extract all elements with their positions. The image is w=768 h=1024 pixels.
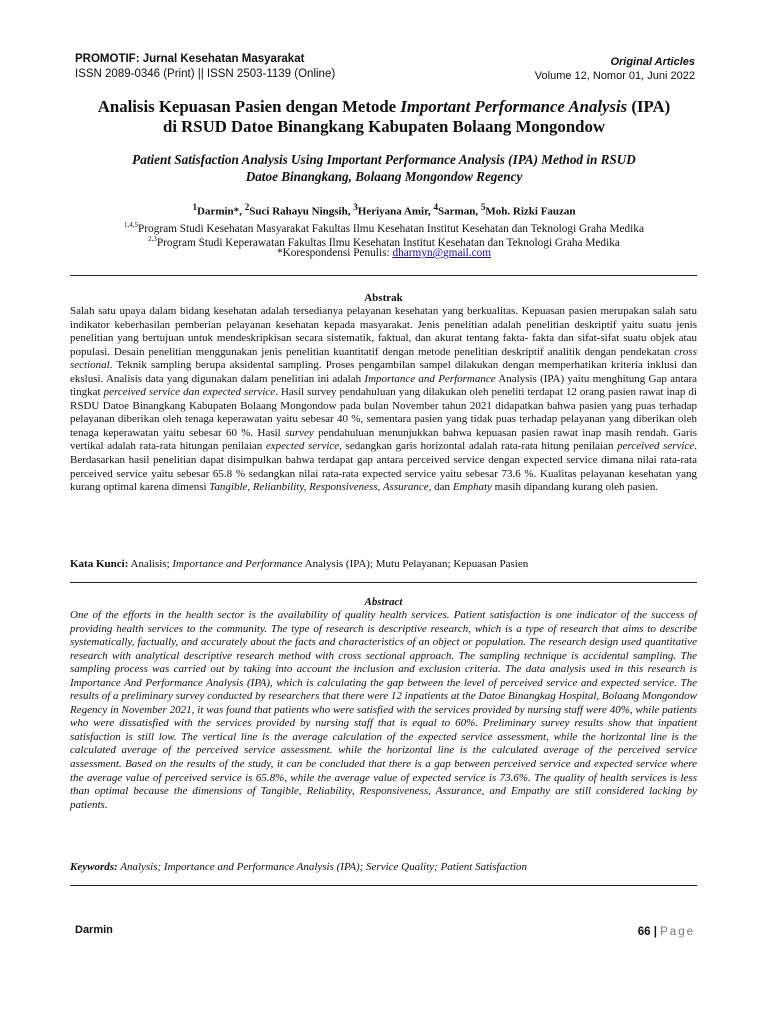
footer-author: Darmin	[75, 924, 113, 936]
divider	[70, 582, 697, 583]
author-list: $^1$Darmin*, $^2$Suci Rahayu Ningsih, $^3$Heriyana Amir, $^4$Sarman, $^5$Moh. Rizki Fauzan	[192, 202, 576, 218]
correspondence: *Korespondensi Penulis: dharmyn@gmail.com	[276, 247, 492, 259]
page-number: 66 | Page	[637, 926, 695, 938]
journal-name: PROMOTIF: Jurnal Kesehatan Masyarakat	[75, 53, 305, 65]
kata-kunci: Kata Kunci: Analisis; Importance and Performance Analysis (IPA); Mutu Pelayanan; Kepuasan Pasien	[70, 558, 529, 570]
author-name: Moh. Rizki Fauzan	[485, 205, 576, 218]
abstrak-body: Salah satu upaya dalam bidang kesehatan adalah tersedianya pelayanan kesehatan yang berkualitas. Kepuasan pasien merupakan salah satu indikator keberhasilan pemberian pelayanan kesehatan kepada masyarakat. Jenis penelitian adalah penelitian deskriptif yaitu suatu jenis penelitian yang bertujuan untuk mendeskripkisan secara sistematik, faktual, dan akurat tentang fakta- fakta dan sifat-sifat suatu objek atau populasi. Desain penelitian menggunakan jenis penelitian kuantitatif dengan metode penelitian deskriptif analitik dengan pendekatan cross sectional. Teknik sampling berupa aksidental sampling. Proses pengambilan sampel dilakukan dengan memperhatikan kriteria inklusi dan ekslusi. Analisis data yang digunakan dalam penelitian ini adalah Importance and Performance Analysis (IPA) yaitu menghitung Gap antara tingkat perceived service dan expected service. Hasil survey pendahuluan yang dilakukan oleh peneliti terdapat 12 orang pasien rawat inap di RSDU Datoe Binangkang Kabupaten Bolaang Mongondow pada bulan November tahun 2021 didapatkan bahwa pasien yang puas terhadap pelayanan diberikan oleh tenaga keperawatan yaitu sebesar 40 %, sementara pasien yang tidak puas terhadap pelayanan yang diberikan oleh tenaga keperawatan yaitu sebesar 60 %. Hasil survey pendahuluan menunjukkan bahwa kepuasan pasien rawat inap masih rendah. Garis vertikal adalah rata-rata hitungan penilaian expected service, sedangkan garis horizontal adalah rata-rata hitung penilaian perceived service. Berdasarkan hasil penelitian dapat disimpulkan bahwa terdapat gap antara perceived service dengan expected service dimana nilai rata-rata perceived service yaitu sebesar 65.8 % sedangkan nilai rata-rata expected service yaitu sebesar 73.6 %. Kualitas pelayanan kesehatan yang kurang optimal karena dimensi Tangible, Relianbility, Responsiveness, Assurance, dan Emphaty masih dipandang kurang oleh pasien.	[70, 305, 698, 494]
journal-header	[75, 52, 335, 82]
affiliation-2: $^{2,3}$Program Studi Keperawatan Fakultas Ilmu Kesehatan Institut Kesehatan dan Teknologi Graha Medika	[148, 235, 620, 249]
author-name: Suci Rahayu Ningsih,	[249, 205, 354, 218]
author-name: Sarman,	[438, 205, 481, 218]
divider	[70, 275, 697, 276]
keywords: Keywords: Analysis; Importance and Performance Analysis (IPA); Service Quality; Patient Satisfaction	[70, 861, 528, 873]
article-type: Original Articles	[610, 56, 695, 68]
paper-subtitle-english: Patient Satisfaction Analysis Using Important Performance Analysis (IPA) Method in RSUD Datoe Binangkang, Bolaang Mongondow Regency	[132, 152, 636, 184]
abstract-heading: Abstract	[364, 596, 403, 608]
author-name: Heriyana Amir,	[357, 205, 434, 218]
issue-header	[535, 55, 695, 83]
divider	[70, 885, 697, 886]
affiliation-1: $^{1,4,5}$Program Studi Kesehatan Masyarakat Fakultas Ilmu Kesehatan Institut Kesehatan dan Teknologi Graha Medika	[124, 221, 644, 235]
corresponding-email-link[interactable]: dharmyn@gmail.com	[392, 247, 492, 259]
abstract-body: One of the efforts in the health sector is the availability of quality health services. Patient satisfaction is one indicator of the success of providing health services to the community. The type of research is descriptive research, which is a type of research that aims to describe systematically, factually, and accurately about the facts and characteristics of an object or population. The research design used quantitative research with analytical descriptive research method with cross sectional approach. The sampling technique is accidental sampling. The sampling process was carried out by taking into account the inclusion and exclusion criteria. The data analysis used in this research is Importance And Performance Analysis (IPA), which is calculating the gap between the level of perceived service and expected service. The results of a preliminary survey conducted by researchers that there were 12 inpatients at the Datoe Binangkag Hospital, Bolaang Mongondow Regency in November 2021, it was found that patients who were satisfied with the services provided by nursing staff were 40%, while patients who were dissatisfied with the services provided by nursing staff that is equal to 60%. Preliminary survey results show that inpatient satisfaction is still low. The vertical line is the average calculation of the expected service assessment, while the horizontal line is the calculated average of the perceived service assessment. while the horizontal line is the calculated average of the perceived service assessment. Based on the results of the study, it can be concluded that there is a gap between perceived service and expected service where the average value of perceived service is 65.8%, while the average value of expected service is 73.6%. The quality of health services is less than optimal because the dimensions of Tangible, Reliability, Responsiveness, Assurance, and Empathy are still considered lacking by patients.	[70, 609, 697, 811]
volume-info: Volume 12, Nomor 01, Juni 2022	[534, 70, 695, 82]
abstrak-heading: Abstrak	[364, 292, 403, 304]
issn: ISSN 2089-0346 (Print) || ISSN 2503-1139 (Online)	[75, 68, 336, 80]
author-name: Darmin*,	[197, 205, 245, 218]
paper-title: Analisis Kepuasan Pasien dengan Metode Important Performance Analysis (IPA) di RSUD Datoe Binangkang Kabupaten Bolaang Mongondow	[97, 97, 671, 136]
